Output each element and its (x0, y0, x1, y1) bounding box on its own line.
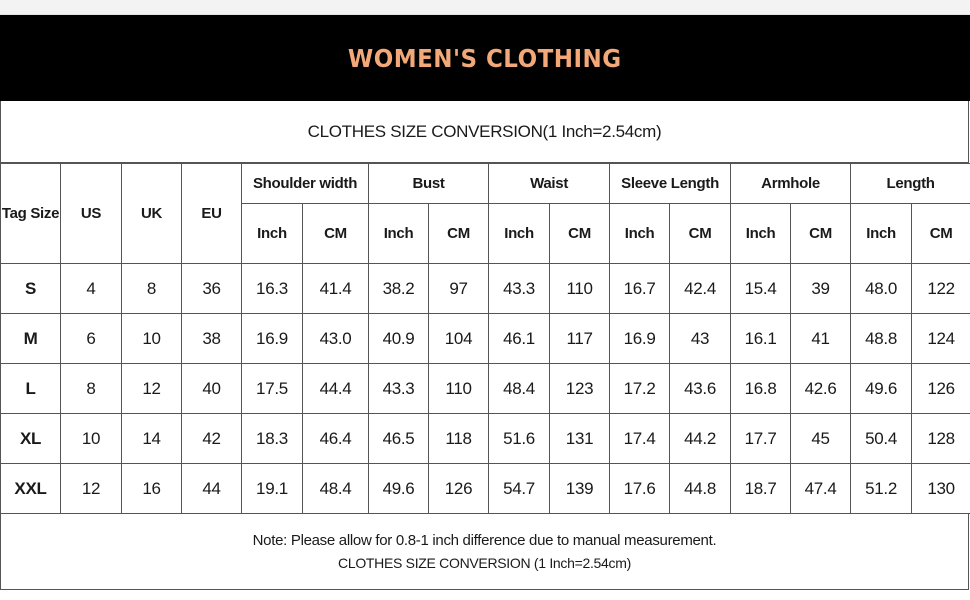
table-cell: 47.4 (791, 464, 851, 514)
table-cell: 39 (791, 264, 851, 314)
header-row-groups (1, 164, 970, 204)
header-eu: EU (182, 164, 242, 264)
table-cell: 131 (550, 414, 610, 464)
table-cell: 51.6 (489, 414, 550, 464)
table-cell: 49.6 (851, 364, 912, 414)
table-cell: 124 (912, 314, 970, 364)
table-cell: 128 (912, 414, 970, 464)
unit-inch: Inch (731, 204, 791, 264)
tag-size-cell: L (1, 364, 61, 414)
table-cell: 16.1 (731, 314, 791, 364)
table-cell: 50.4 (851, 414, 912, 464)
tag-size-cell: S (1, 264, 61, 314)
table-cell: 10 (122, 314, 182, 364)
table-cell: 110 (429, 364, 489, 414)
header-sleeve-length: Sleeve Length (610, 164, 731, 204)
header-bust: Bust (369, 164, 489, 204)
table-cell: 43 (670, 314, 731, 364)
table-cell: 46.4 (303, 414, 369, 464)
unit-cm: CM (303, 204, 369, 264)
measurement-note: Note: Please allow for 0.8-1 inch difference due to manual measurement. (252, 531, 717, 549)
table-cell: 46.1 (489, 314, 550, 364)
unit-inch: Inch (851, 204, 912, 264)
unit-inch: Inch (242, 204, 303, 264)
header-us: US (61, 164, 122, 264)
table-row (1, 414, 970, 464)
header-uk: UK (122, 164, 182, 264)
table-cell: 17.2 (610, 364, 670, 414)
table-cell: 41.4 (303, 264, 369, 314)
subtitle-row (0, 101, 969, 163)
table-cell: 38 (182, 314, 242, 364)
unit-cm: CM (912, 204, 970, 264)
table-cell: 17.6 (610, 464, 670, 514)
table-cell: 19.1 (242, 464, 303, 514)
table-cell: 51.2 (851, 464, 912, 514)
header-armhole: Armhole (731, 164, 851, 204)
table-cell: 16.3 (242, 264, 303, 314)
table-cell: 40 (182, 364, 242, 414)
tag-size-cell: XL (1, 414, 61, 464)
table-cell: 44.4 (303, 364, 369, 414)
table-cell: 6 (61, 314, 122, 364)
table-cell: 110 (550, 264, 610, 314)
table-cell: 117 (550, 314, 610, 364)
table-cell: 49.6 (369, 464, 429, 514)
table-cell: 130 (912, 464, 970, 514)
header-tag-size: Tag Size (1, 164, 61, 264)
table-cell: 17.7 (731, 414, 791, 464)
table-cell: 45 (791, 414, 851, 464)
table-cell: 43.0 (303, 314, 369, 364)
table-cell: 10 (61, 414, 122, 464)
table-cell: 18.7 (731, 464, 791, 514)
table-cell: 8 (122, 264, 182, 314)
table-cell: 44.8 (670, 464, 731, 514)
table-cell: 16.7 (610, 264, 670, 314)
table-cell: 139 (550, 464, 610, 514)
header-length: Length (851, 164, 970, 204)
table-cell: 16.9 (242, 314, 303, 364)
unit-cm: CM (670, 204, 731, 264)
table-row (1, 464, 970, 514)
table-cell: 41 (791, 314, 851, 364)
table-cell: 4 (61, 264, 122, 314)
table-cell: 36 (182, 264, 242, 314)
table-cell: 44 (182, 464, 242, 514)
table-cell: 14 (122, 414, 182, 464)
table-cell: 8 (61, 364, 122, 414)
table-cell: 42 (182, 414, 242, 464)
unit-cm: CM (791, 204, 851, 264)
table-cell: 48.4 (303, 464, 369, 514)
table-cell: 16.8 (731, 364, 791, 414)
table-cell: 43.3 (369, 364, 429, 414)
footer-note (0, 513, 969, 590)
table-row (1, 364, 970, 414)
size-chart-table (0, 163, 970, 514)
conversion-subtitle: CLOTHES SIZE CONVERSION(1 Inch=2.54cm) (307, 121, 662, 141)
header-shoulder-width: Shoulder width (242, 164, 369, 204)
table-cell: 12 (61, 464, 122, 514)
table-cell: 46.5 (369, 414, 429, 464)
table-cell: 44.2 (670, 414, 731, 464)
table-cell: 15.4 (731, 264, 791, 314)
table-cell: 17.4 (610, 414, 670, 464)
table-row (1, 314, 970, 364)
banner-title: WOMEN'S CLOTHING (348, 43, 622, 73)
tag-size-cell: M (1, 314, 61, 364)
table-cell: 48.8 (851, 314, 912, 364)
table-cell: 118 (429, 414, 489, 464)
unit-inch: Inch (610, 204, 670, 264)
unit-cm: CM (429, 204, 489, 264)
table-cell: 16.9 (610, 314, 670, 364)
title-banner (0, 15, 970, 101)
table-cell: 16 (122, 464, 182, 514)
table-cell: 104 (429, 314, 489, 364)
table-row (1, 264, 970, 314)
table-cell: 126 (429, 464, 489, 514)
table-cell: 48.0 (851, 264, 912, 314)
table-cell: 12 (122, 364, 182, 414)
table-cell: 42.6 (791, 364, 851, 414)
unit-cm: CM (550, 204, 610, 264)
tag-size-cell: XXL (1, 464, 61, 514)
table-cell: 18.3 (242, 414, 303, 464)
unit-inch: Inch (369, 204, 429, 264)
table-cell: 17.5 (242, 364, 303, 414)
unit-inch: Inch (489, 204, 550, 264)
table-cell: 97 (429, 264, 489, 314)
table-cell: 42.4 (670, 264, 731, 314)
table-cell: 123 (550, 364, 610, 414)
table-cell: 43.6 (670, 364, 731, 414)
table-cell: 122 (912, 264, 970, 314)
table-cell: 40.9 (369, 314, 429, 364)
table-cell: 38.2 (369, 264, 429, 314)
table-cell: 43.3 (489, 264, 550, 314)
conversion-note: CLOTHES SIZE CONVERSION (1 Inch=2.54cm) (338, 554, 631, 571)
top-strip (0, 0, 970, 15)
header-waist: Waist (489, 164, 610, 204)
table-cell: 126 (912, 364, 970, 414)
table-cell: 54.7 (489, 464, 550, 514)
table-cell: 48.4 (489, 364, 550, 414)
